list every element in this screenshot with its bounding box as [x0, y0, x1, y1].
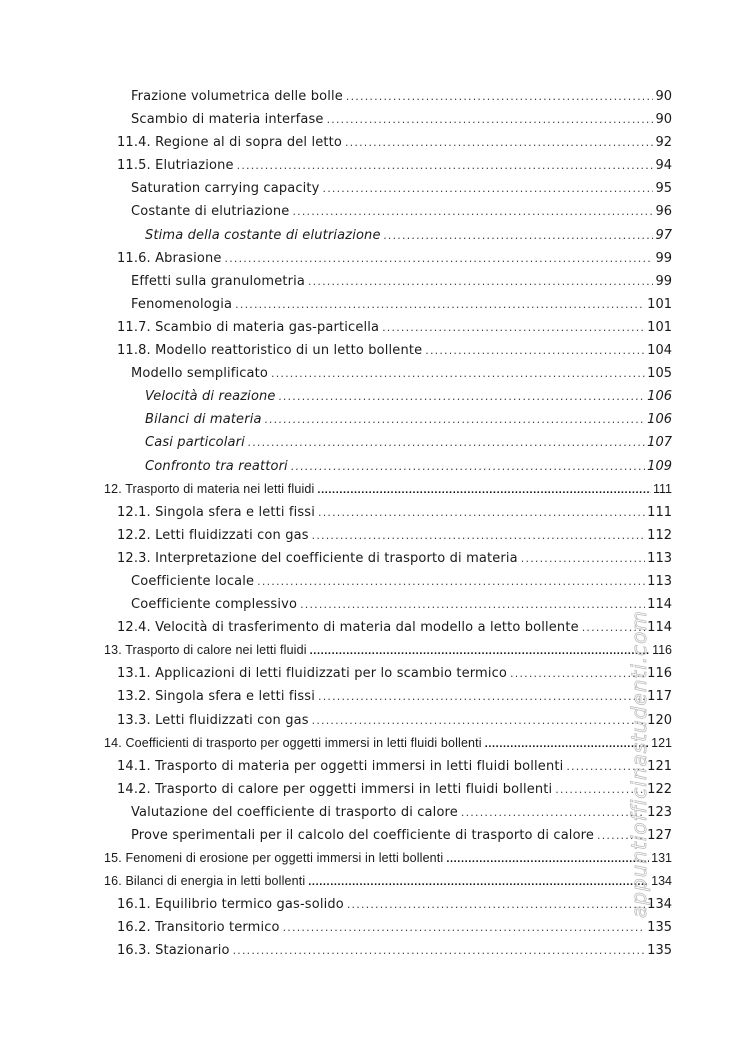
toc-entry[interactable]: [0, 224, 744, 247]
toc-page-number: 113: [647, 573, 672, 589]
toc-page-number: 127: [647, 828, 672, 843]
toc-entry[interactable]: [0, 501, 744, 524]
toc-page-number: 123: [647, 804, 672, 820]
toc-entry[interactable]: [0, 455, 744, 478]
toc-entry-title: 11.6. Abrasione: [117, 250, 222, 266]
toc-dot-leader: [312, 524, 646, 547]
toc-page-number: 121: [647, 758, 672, 774]
toc-entry[interactable]: [0, 570, 744, 593]
toc-dot-leader: [292, 200, 653, 223]
toc-dot-leader: [446, 848, 649, 871]
toc-entry-title: 11.5. Elutriazione: [117, 158, 234, 174]
toc-dot-leader: [323, 177, 654, 200]
toc-entry[interactable]: [0, 108, 744, 131]
toc-page-number: 105: [647, 366, 672, 382]
toc-page-number: 111: [647, 504, 672, 520]
toc-dot-leader: [347, 893, 645, 916]
toc-dot-leader: [271, 362, 645, 385]
toc-dot-leader: [425, 339, 645, 362]
toc-entry-title: Coefficiente complessivo: [131, 597, 298, 613]
toc-page-number: 135: [647, 943, 672, 959]
toc-entry[interactable]: [0, 270, 744, 293]
toc-page-number: 104: [647, 343, 672, 359]
toc-entry-title: 14.2. Trasporto di calore per oggetti immersi in letti fluidi bollenti: [117, 781, 553, 797]
toc-dot-leader: [317, 479, 651, 502]
toc-dot-leader: [235, 293, 645, 316]
toc-dot-leader: [510, 662, 645, 685]
toc-entry[interactable]: [0, 177, 744, 200]
toc-entry-title: Coefficiente locale: [131, 573, 255, 589]
toc-chapter-entry[interactable]: [0, 478, 744, 501]
toc-entry-title: Casi particolari: [145, 435, 245, 451]
toc-dot-leader: [237, 154, 654, 177]
toc-entry-title: 12.4. Velocità di trasferimento di materia dal modello a letto bollente: [117, 620, 579, 636]
toc-page-number: 122: [647, 781, 672, 797]
toc-page-number: 109: [647, 458, 672, 474]
toc-dot-leader: [308, 871, 649, 894]
toc-page-number: 113: [647, 550, 672, 566]
toc-entry-title: 12.2. Letti fluidizzati con gas: [117, 527, 309, 543]
toc-entry[interactable]: [0, 247, 744, 270]
toc-page-number: 121: [651, 735, 672, 750]
toc-dot-leader: [461, 801, 645, 824]
toc-page-number: 131: [651, 851, 672, 866]
toc-page-number: 111: [652, 481, 672, 496]
toc-dot-leader: [265, 408, 646, 431]
toc-entry-title: 13. Trasporto di calore nei letti fluidi: [104, 643, 307, 658]
toc-page-number: 90: [655, 89, 672, 104]
toc-entry[interactable]: [0, 131, 744, 154]
toc-page-number: 99: [655, 250, 672, 266]
toc-entry[interactable]: [0, 316, 744, 339]
toc-dot-leader: [279, 385, 646, 408]
toc-page-number: 114: [647, 597, 672, 613]
toc-entry-title: 12.1. Singola sfera e letti fissi: [117, 504, 315, 520]
toc-dot-leader: [384, 224, 654, 247]
toc-entry-title: Velocità di reazione: [145, 389, 276, 405]
toc-entry-title: 11.8. Modello reattoristico di un letto bollente: [117, 343, 423, 359]
watermark: appuntiofficinastudenti.com: [627, 610, 651, 918]
toc-entry-title: Stima della costante di elutriazione: [145, 227, 381, 243]
toc-entry-title: 11.4. Regione al di sopra del letto: [117, 135, 342, 151]
toc-dot-leader: [346, 85, 654, 108]
toc-entry-title: 12. Trasporto di materia nei letti fluidi: [104, 481, 315, 496]
toc-dot-leader: [312, 709, 646, 732]
toc-dot-leader: [308, 270, 653, 293]
toc-entry[interactable]: [0, 431, 744, 454]
toc-entry-title: 14.1. Trasporto di materia per oggetti immersi in letti fluidi bollenti: [117, 758, 564, 774]
toc-dot-leader: [283, 916, 646, 939]
toc-entry[interactable]: [0, 339, 744, 362]
toc-page-number: 135: [647, 920, 672, 936]
toc-entry-title: 16.2. Transitorio termico: [117, 920, 280, 936]
toc-entry[interactable]: [0, 85, 744, 108]
toc-entry-title: 16.1. Equilibrio termico gas-solido: [117, 897, 344, 913]
toc-dot-leader: [327, 108, 654, 131]
toc-page-number: 90: [655, 112, 672, 128]
toc-page-number: 94: [655, 158, 672, 174]
toc-entry[interactable]: [0, 385, 744, 408]
toc-entry-title: 13.3. Letti fluidizzati con gas: [117, 712, 309, 728]
toc-entry[interactable]: [0, 154, 744, 177]
toc-page-number: 97: [655, 227, 672, 243]
toc-page-number: 134: [651, 874, 672, 889]
toc-dot-leader: [310, 640, 650, 663]
toc-entry-title: Scambio di materia interfase: [131, 112, 324, 128]
toc-page-number: 112: [647, 527, 672, 543]
toc-dot-leader: [257, 570, 645, 593]
toc-page-number: 120: [647, 712, 672, 728]
toc-dot-leader: [521, 547, 645, 570]
toc-entry[interactable]: [0, 524, 744, 547]
toc-page-number: 101: [647, 296, 672, 312]
toc-page-number: 99: [655, 273, 672, 289]
toc-page-number: 95: [655, 181, 672, 197]
toc-page-number: 101: [647, 319, 672, 335]
toc-entry[interactable]: [0, 408, 744, 431]
toc-page-number: 116: [647, 666, 672, 682]
toc-dot-leader: [345, 131, 653, 154]
toc-entry-title: 14. Coefficienti di trasporto per oggetti immersi in letti fluidi bollenti: [104, 735, 482, 750]
toc-entry-title: Fenomenologia: [131, 296, 233, 312]
toc-entry-title: Prove sperimentali per il calcolo del coefficiente di trasporto di calore: [131, 828, 595, 843]
toc-dot-leader: [291, 455, 645, 478]
toc-entry-title: 12.3. Interpretazione del coefficiente di trasporto di materia: [117, 550, 518, 566]
toc-page-number: 117: [647, 689, 672, 705]
toc-entry-title: Confronto tra reattori: [145, 458, 288, 474]
toc-dot-leader: [318, 685, 645, 708]
toc-entry-title: Costante di elutriazione: [131, 204, 290, 220]
toc-entry[interactable]: [0, 916, 744, 939]
toc-page-number: 106: [647, 412, 672, 428]
toc-page-number: 116: [652, 643, 672, 658]
toc-page-number: 92: [655, 135, 672, 151]
toc-dot-leader: [248, 431, 645, 454]
toc-entry-title: Bilanci di materia: [145, 412, 262, 428]
toc-entry[interactable]: [0, 293, 744, 316]
toc-dot-leader: [382, 316, 645, 339]
toc-dot-leader: [300, 593, 645, 616]
toc-entry[interactable]: [0, 547, 744, 570]
toc-entry-title: Frazione volumetrica delle bolle: [131, 89, 343, 104]
toc-entry-title: 15. Fenomeni di erosione per oggetti immersi in letti bollenti: [104, 851, 444, 866]
toc-entry-title: Valutazione del coefficiente di trasporto di calore: [131, 804, 458, 820]
toc-entry-title: Effetti sulla granulometria: [131, 273, 305, 289]
toc-page-number: 107: [647, 435, 672, 451]
toc-dot-leader: [318, 501, 645, 524]
toc-entry-title: 13.2. Singola sfera e letti fissi: [117, 689, 315, 705]
toc-page-number: 134: [647, 897, 672, 913]
toc-entry-title: 11.7. Scambio di materia gas-particella: [117, 319, 380, 335]
toc-page-number: 114: [647, 620, 672, 636]
toc-entry-title: 13.1. Applicazioni di letti fluidizzati per lo scambio termico: [117, 666, 508, 682]
toc-dot-leader: [225, 247, 654, 270]
toc-dot-leader: [233, 939, 646, 962]
toc-entry[interactable]: [0, 939, 744, 962]
toc-entry-title: 16.3. Stazionario: [117, 943, 230, 959]
toc-dot-leader: [485, 733, 649, 756]
toc-entry[interactable]: [0, 362, 744, 385]
toc-entry-title: 16. Bilanci di energia in letti bollenti: [104, 874, 306, 889]
toc-page-number: 106: [647, 389, 672, 405]
toc-entry-title: Modello semplificato: [131, 366, 268, 382]
toc-entry[interactable]: [0, 200, 744, 223]
toc-page-number: 96: [655, 204, 672, 220]
toc-entry-title: Saturation carrying capacity: [131, 181, 320, 197]
